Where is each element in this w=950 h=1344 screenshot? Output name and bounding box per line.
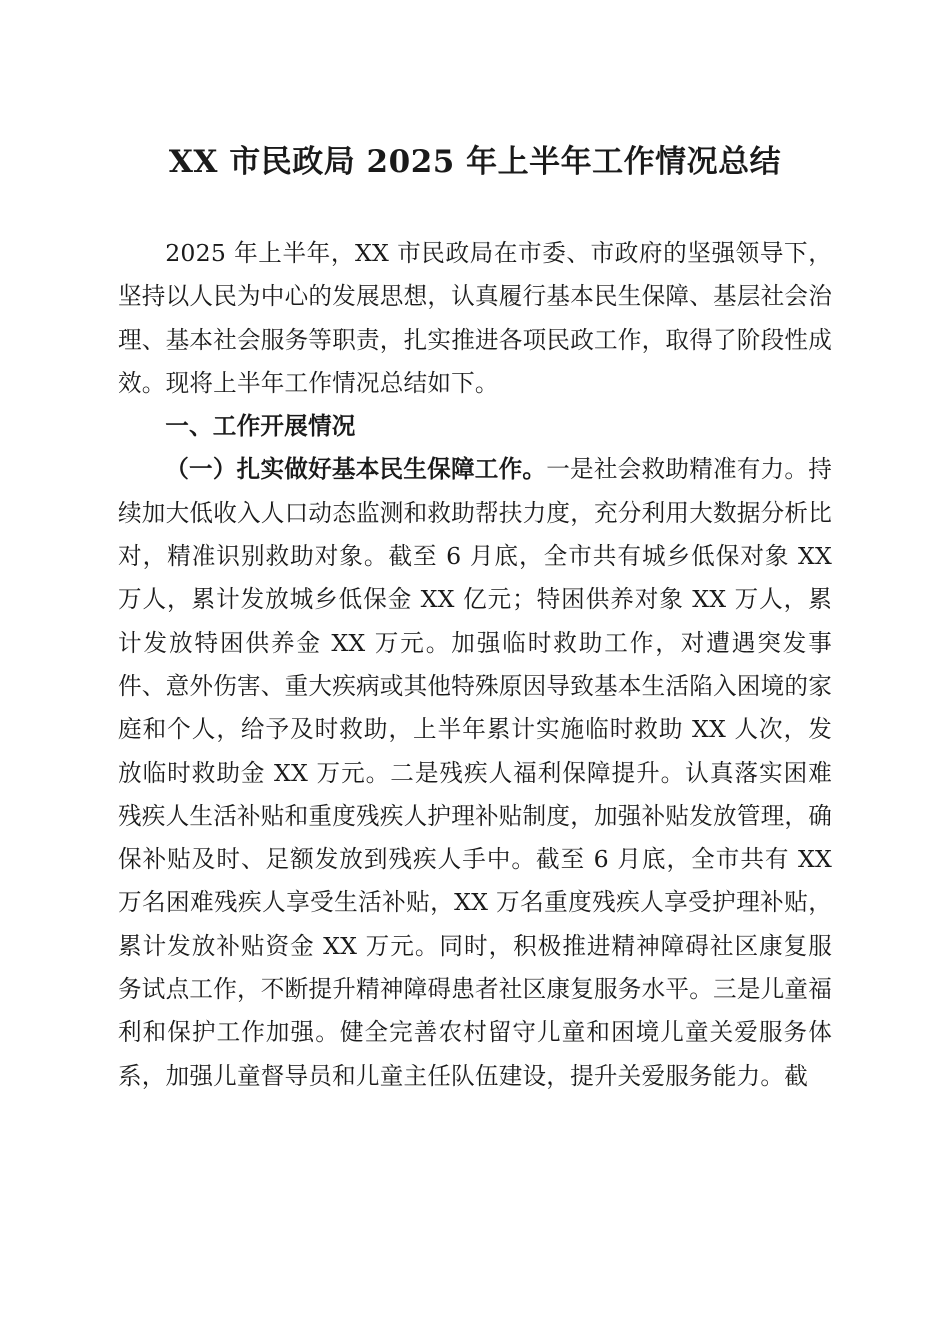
subsection-paragraph: [118, 448, 832, 1097]
document-title: XX 市民政局 2025 年上半年工作情况总结: [168, 144, 782, 180]
section-heading: 一、工作开展情况: [165, 412, 356, 441]
intro-paragraph: 2025 年上半年，XX 市民政局在市委、市政府的坚强领导下，坚持以人民为中心的发展思想，认真履行基本民生保障、基层社会治理、基本社会服务等职责，扎实推进各项民政工作，取得了阶段性成效。现将上半年工作情况总结如下。: [118, 239, 832, 397]
subsection-heading: （一）扎实做好基本民生保障工作。: [165, 455, 547, 484]
document-body: [118, 232, 832, 1098]
subsection-body: 一是社会救助精准有力。持续加大低收入人口动态监测和救助帮扶力度，充分利用大数据分析比对，精准识别救助对象。截至 6 月底，全市共有城乡低保对象 XX 万人，累计发放城乡低保金 XX 亿元；特困供养对象 XX 万人，累计发放特困供养金 XX 万元。加强临时救助工作，对遭遇突发事件、意外伤害、重大疾病或其他特殊原因导致基本生活陷入困境的家庭和个人，给予及时救助，上半年累计实施临时救助 XX 人次，发放临时救助金 XX 万元。二是残疾人福利保障提升。认真落实困难残疾人生活补贴和重度残疾人护理补贴制度，加强补贴发放管理，确保补贴及时、足额发放到残疾人手中。截至 6 月底，全市共有 XX 万名困难残疾人享受生活补贴，XX 万名重度残疾人享受护理补贴，累计发放补贴资金 XX 万元。同时，积极推进精神障碍社区康复服务试点工作，不断提升精神障碍患者社区康复服务水平。三是儿童福利和保护工作加强。健全完善农村留守儿童和困境儿童关爱服务体系，加强儿童督导员和儿童主任队伍建设，提升关爱服务能力。截: [118, 455, 832, 1090]
